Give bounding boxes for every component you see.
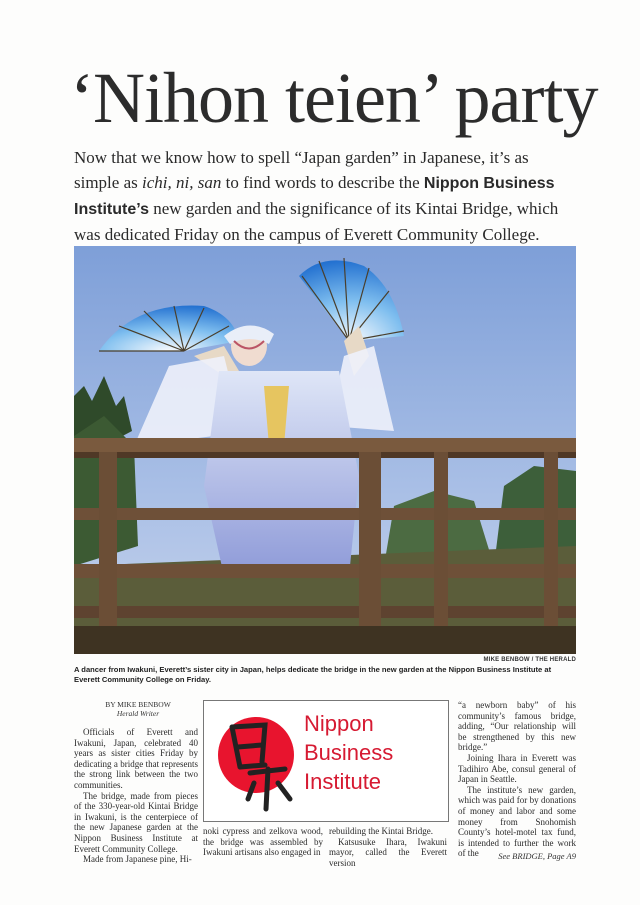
article-paragraph: The bridge, made from pieces of the 330-year-old Kintai Bridge in Iwakuni, is the centerpiece of the new Japanese garden at the Nippon Business Institute at Everett Community College.	[74, 790, 198, 854]
jump-line: See BRIDGE, Page A9	[498, 851, 576, 861]
deck-part-1: Now that we know how to spell “Japan garden” in Japanese, it’s as simple as	[74, 148, 529, 192]
byline-role: Herald Writer	[116, 709, 160, 718]
article-column-1	[74, 727, 198, 865]
article-paragraph: noki cypress and zelkova wood, the bridge was assembled by Iwakuni artisans also engaged in	[203, 826, 323, 858]
article-column-4	[458, 700, 576, 859]
article-paragraph: The institute’s new garden, which was paid for by donations of money and labor and some money from Snohomish County’s hotel-motel tax fund, is intended to further the work of the	[458, 784, 576, 859]
article-paragraph: Made from Japanese pine, Hi-	[83, 854, 192, 865]
deck-part-3: new garden and the significance of its Kintai Bridge, which was dedicated Friday on the campus of Everett Community College.	[74, 199, 559, 244]
article-paragraph: rebuilding the Kintai Bridge.	[329, 826, 433, 836]
article-paragraph: Joining Ihara in Everett was Tadihiro Abe, consul general of Japan in Seattle.	[458, 752, 576, 785]
photo-caption: A dancer from Iwakuni, Everett’s sister city in Japan, helps dedicate the bridge in the new garden at the Nippon Business Institute at Everett Community College on Friday.	[74, 665, 552, 684]
headline: ‘Nihon teien’ party	[70, 58, 598, 138]
ad-line-3: Institute	[304, 769, 382, 794]
ad-line-2: Business	[304, 740, 394, 765]
calligraphy-logo	[210, 707, 308, 813]
deck-italic: ichi, ni, san	[142, 173, 222, 192]
dancer-photo-illustration	[74, 246, 576, 654]
byline	[74, 700, 202, 718]
deck-bold: Nippon Business Institute’s	[74, 175, 555, 218]
ad-line-1: Nippon	[304, 711, 374, 736]
article-column-2	[203, 826, 323, 858]
article-paragraph: “a newborn baby” of his community’s famous bridge, adding, “Our relationship will be strengthened by this new bridge.”	[458, 700, 576, 753]
nippon-business-institute-ad	[203, 700, 449, 822]
ad-brand-text	[304, 709, 444, 796]
article-paragraph: Officials of Everett and Iwakuni, Japan, celebrated 40 years as sister cities Friday by dedicating a bridge that represents the strong link between the two communities.	[74, 727, 198, 790]
dancer-photo	[74, 246, 576, 654]
photo-credit: MIKE BENBOW / THE HERALD	[483, 657, 576, 663]
byline-name: BY MIKE BENBOW	[105, 700, 171, 709]
article-paragraph: Katsusuke Ihara, Iwakuni mayor, called the Everett version	[329, 836, 447, 868]
article-column-3	[329, 826, 447, 868]
deck-part-2: to find words to describe the	[221, 173, 424, 192]
